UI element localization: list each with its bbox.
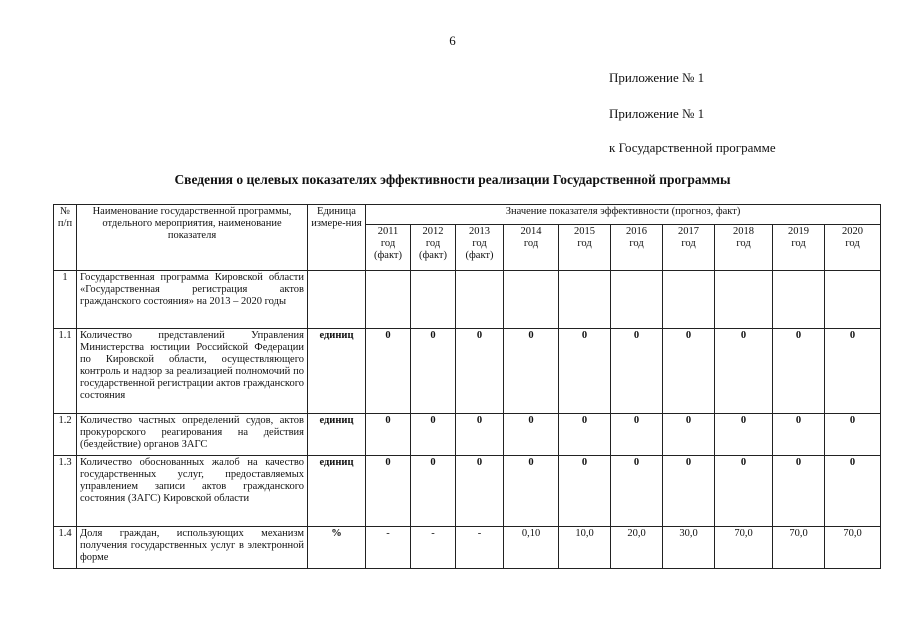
appendix-line-2: Приложение № 1 xyxy=(609,106,705,121)
row-num: 1.2 xyxy=(54,414,77,456)
table-row xyxy=(54,271,881,329)
row-value: 0 xyxy=(411,414,456,456)
row-value: 0 xyxy=(366,414,411,456)
row-value: 70,0 xyxy=(825,527,881,569)
header-year: 2014 год xyxy=(504,225,559,271)
row-name: Количество обоснованных жалоб на качество государственных услуг, предоставляемых управлением записи актов гражданского состояния (ЗАГС) Кировской области xyxy=(77,456,308,527)
row-value: 0 xyxy=(411,329,456,414)
row-value: 0 xyxy=(559,329,611,414)
row-value: - xyxy=(411,527,456,569)
row-unit: единиц xyxy=(308,329,366,414)
row-value: 20,0 xyxy=(611,527,663,569)
header-year: 2019 год xyxy=(773,225,825,271)
header-row-1 xyxy=(54,205,881,225)
row-value: 0 xyxy=(559,414,611,456)
row-value: 70,0 xyxy=(715,527,773,569)
row-value: 0 xyxy=(773,414,825,456)
row-value: 30,0 xyxy=(663,527,715,569)
row-value: 0 xyxy=(663,414,715,456)
row-value xyxy=(456,271,504,329)
row-value: 0 xyxy=(411,456,456,527)
row-value xyxy=(559,271,611,329)
row-num: 1.4 xyxy=(54,527,77,569)
row-unit: % xyxy=(308,527,366,569)
row-name: Доля граждан, использующих механизм получения государственных услуг в электронной форме xyxy=(77,527,308,569)
row-value: 0 xyxy=(773,456,825,527)
row-value xyxy=(773,271,825,329)
row-value xyxy=(825,271,881,329)
row-value: 0 xyxy=(456,456,504,527)
appendix-line-3: к Государственной программе xyxy=(609,140,776,155)
row-value: 0 xyxy=(663,329,715,414)
row-value: 0 xyxy=(504,456,559,527)
row-value xyxy=(611,271,663,329)
row-value: 0 xyxy=(559,456,611,527)
row-value: - xyxy=(456,527,504,569)
header-year: 2012 год (факт) xyxy=(411,225,456,271)
header-year: 2020 год xyxy=(825,225,881,271)
row-value: 0 xyxy=(366,456,411,527)
row-name: Государственная программа Кировской области «Государственная регистрация актов гражданского состояния» на 2013 – 2020 годы xyxy=(77,271,308,329)
row-value: 0 xyxy=(611,329,663,414)
row-value xyxy=(366,271,411,329)
header-unit: Единица измере-ния xyxy=(308,205,366,271)
appendix-line-1: Приложение № 1 xyxy=(609,70,705,85)
row-num: 1.1 xyxy=(54,329,77,414)
document-title: Сведения о целевых показателях эффективности реализации Государственной программы xyxy=(174,172,731,187)
row-name: Количество представлений Управления Министерства юстиции Российской Федерации по Кировской области, осуществляющего контроль и надзор за реализацией полномочий по государственной регистрации актов гражданского состояния xyxy=(77,329,308,414)
row-value: 0 xyxy=(504,329,559,414)
header-year: 2017 год xyxy=(663,225,715,271)
row-value: 0,10 xyxy=(504,527,559,569)
row-value: 0 xyxy=(825,329,881,414)
row-unit: единиц xyxy=(308,414,366,456)
header-year: 2015 год xyxy=(559,225,611,271)
row-value xyxy=(715,271,773,329)
row-value xyxy=(411,271,456,329)
header-num: № п/п xyxy=(54,205,77,271)
row-num: 1.3 xyxy=(54,456,77,527)
row-value: 0 xyxy=(715,456,773,527)
row-value: - xyxy=(366,527,411,569)
row-value: 0 xyxy=(715,329,773,414)
row-value: 0 xyxy=(504,414,559,456)
row-value xyxy=(504,271,559,329)
row-value: 0 xyxy=(825,414,881,456)
row-unit xyxy=(308,271,366,329)
row-num: 1 xyxy=(54,271,77,329)
table-row xyxy=(54,527,881,569)
row-value: 0 xyxy=(456,329,504,414)
row-value: 0 xyxy=(456,414,504,456)
page-number: 6 xyxy=(449,33,456,48)
row-value: 70,0 xyxy=(773,527,825,569)
header-year: 2018 год xyxy=(715,225,773,271)
table-row xyxy=(54,414,881,456)
row-value: 0 xyxy=(611,456,663,527)
table-row xyxy=(54,456,881,527)
row-value: 0 xyxy=(773,329,825,414)
header-year: 2011 год (факт) xyxy=(366,225,411,271)
row-value: 10,0 xyxy=(559,527,611,569)
row-value: 0 xyxy=(715,414,773,456)
row-value: 0 xyxy=(366,329,411,414)
header-year: 2016 год xyxy=(611,225,663,271)
row-value: 0 xyxy=(825,456,881,527)
table-row xyxy=(54,329,881,414)
header-value-group: Значение показателя эффективности (прогноз, факт) xyxy=(366,205,881,225)
row-unit: единиц xyxy=(308,456,366,527)
header-name: Наименование государственной программы, отдельного мероприятия, наименование показателя xyxy=(77,205,308,271)
row-value xyxy=(663,271,715,329)
row-name: Количество частных определений судов, актов прокурорского реагирования на действия (бездействие) органов ЗАГС xyxy=(77,414,308,456)
indicators-table xyxy=(53,204,881,569)
row-value: 0 xyxy=(611,414,663,456)
header-year: 2013 год (факт) xyxy=(456,225,504,271)
row-value: 0 xyxy=(663,456,715,527)
